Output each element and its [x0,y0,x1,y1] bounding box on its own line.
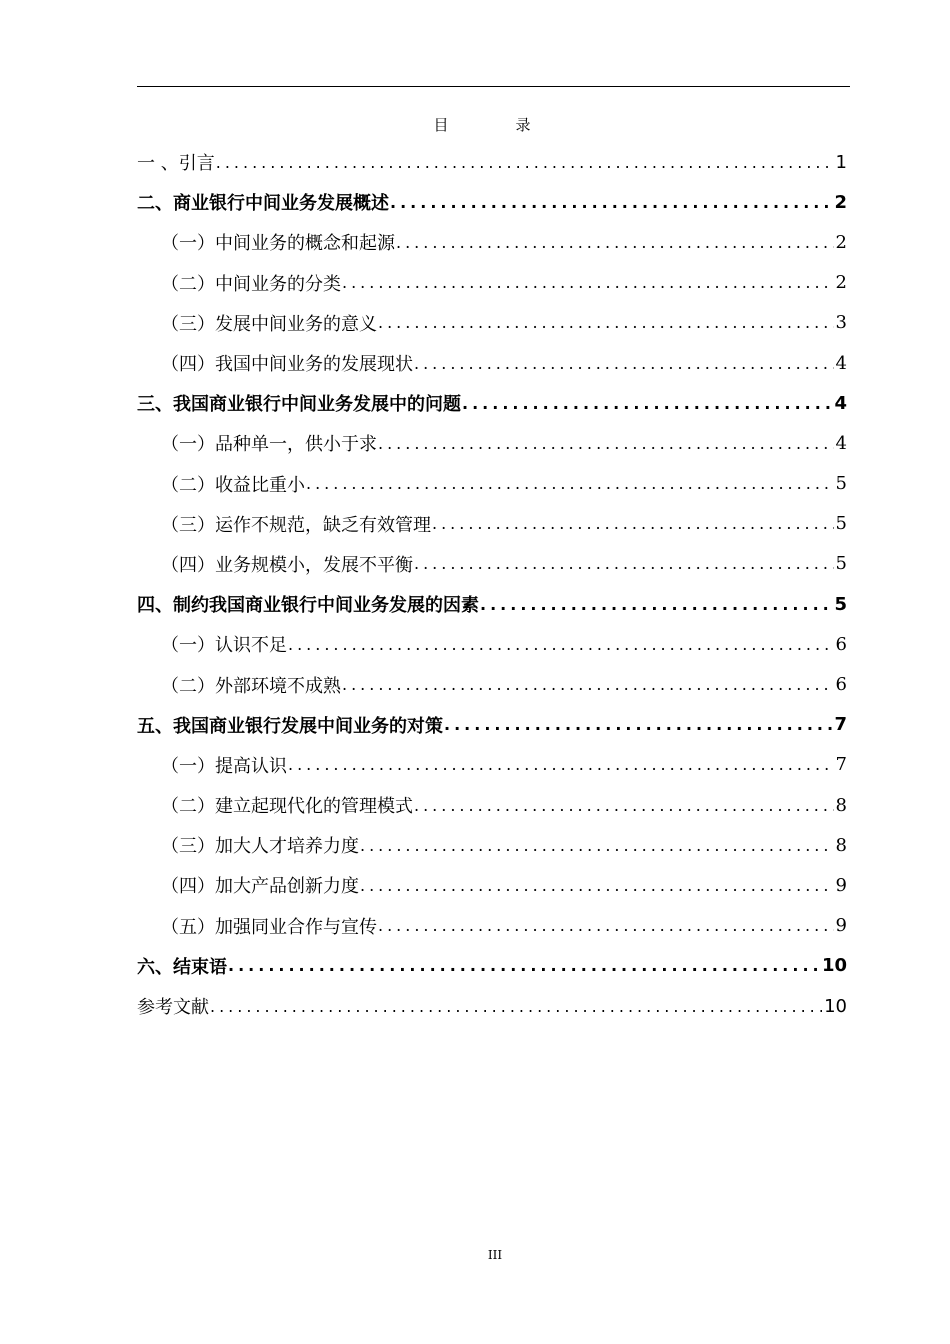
toc-entry-label: 一 、引言 [137,153,215,175]
toc-entry-label: （四）加大产品创新力度 [161,876,359,898]
toc-entry-page: 8 [835,794,847,816]
toc-dot-leader [443,715,832,734]
header-rule [137,86,850,87]
toc-entry-page: 2 [835,231,847,253]
toc-entry[interactable] [137,504,847,544]
toc-entry-label: （三）加大人才培养力度 [161,836,359,858]
toc-entry-label: （三）发展中间业务的意义 [161,313,377,335]
toc-entry-label: （二）建立起现代化的管理模式 [161,796,413,818]
toc-entry[interactable] [137,182,847,222]
toc-entry[interactable] [137,624,847,664]
toc-entry-label: （二）中间业务的分类 [161,273,341,295]
toc-dot-leader [377,434,834,453]
toc-entry-page: 4 [835,352,847,374]
toc-title: 目 录 [433,116,557,134]
toc-entry-label: （一）中间业务的概念和起源 [161,233,395,255]
toc-dot-leader [287,635,834,654]
toc-entry-page: 8 [835,834,847,856]
toc-entry[interactable] [137,222,847,262]
toc-entry-page: 4 [835,432,847,454]
toc-entry-page: 5 [835,473,847,495]
toc-entry[interactable] [137,303,847,343]
toc-entry-label: （二）收益比重小 [161,474,305,496]
toc-entry-page: 6 [835,674,847,696]
toc-entry-page: 5 [835,513,847,535]
toc-entry-label: （一）提高认识 [161,755,287,777]
toc-entry-label: 三、我国商业银行中间业务发展中的问题 [137,394,461,416]
toc-dot-leader [227,956,820,975]
toc-dot-leader [341,675,834,694]
toc-dot-leader [413,554,834,573]
toc-entry-label: 六、结束语 [137,956,227,978]
toc-entry[interactable] [137,705,847,745]
toc-entry[interactable] [137,584,847,624]
toc-dot-leader [413,796,834,815]
toc-dot-leader [395,233,834,252]
toc-dot-leader [431,514,834,533]
toc-dot-leader [359,876,834,895]
toc-dot-leader [377,313,834,332]
toc-entry-label: 四、制约我国商业银行中间业务发展的因素 [137,595,479,617]
toc-dot-leader [479,595,832,614]
toc-entry[interactable] [137,906,847,946]
toc-entry[interactable] [137,343,847,383]
toc-entry[interactable] [137,664,847,704]
toc-entry[interactable] [137,423,847,463]
toc-dot-leader [389,193,832,212]
toc-dot-leader [341,273,834,292]
toc-entry-label: 二、商业银行中间业务发展概述 [137,193,389,215]
toc-entry-page: 4 [834,392,847,414]
toc-entry[interactable] [137,383,847,423]
toc-entry-page: 9 [835,874,847,896]
toc-dot-leader [377,916,834,935]
toc-entry-page: 2 [834,191,847,213]
toc-entry[interactable] [137,263,847,303]
toc-entry-label: 五、我国商业银行发展中间业务的对策 [137,715,443,737]
toc-entry-page: 6 [835,633,847,655]
toc-entry-page: 1 [835,151,847,173]
toc-dot-leader [305,474,834,493]
toc-entry[interactable] [137,785,847,825]
toc-entry-label: （一）品种单一，供小于求 [161,434,377,456]
toc-dot-leader [413,354,834,373]
toc-entry-page: 3 [835,312,847,334]
toc-entry[interactable] [137,946,847,986]
toc-entry-label: （四）我国中间业务的发展现状 [161,354,413,376]
toc-dot-leader [359,836,834,855]
toc-entry[interactable] [137,464,847,504]
toc-entry-page: 10 [824,995,847,1017]
toc-dot-leader [215,153,834,172]
toc-dot-leader [209,997,822,1016]
toc-entry[interactable] [137,745,847,785]
toc-entry[interactable] [137,142,847,182]
toc-entry[interactable] [137,825,847,865]
toc-entry-label: （三）运作不规范，缺乏有效管理 [161,514,431,536]
toc-entry[interactable] [137,986,847,1026]
toc-entry-page: 7 [834,714,847,736]
toc-entry-label: （二）外部环境不成熟 [161,675,341,697]
table-of-contents [137,142,847,1026]
toc-entry[interactable] [137,865,847,905]
toc-entry[interactable] [137,544,847,584]
toc-entry-page: 5 [834,593,847,615]
footer-page-number: III [487,1248,503,1262]
toc-entry-page: 9 [835,915,847,937]
toc-dot-leader [287,755,834,774]
toc-entry-page: 5 [835,553,847,575]
toc-entry-label: （五）加强同业合作与宣传 [161,916,377,938]
toc-entry-label: （四）业务规模小，发展不平衡 [161,554,413,576]
toc-entry-page: 10 [821,955,847,977]
toc-entry-label: （一）认识不足 [161,635,287,657]
toc-entry-label: 参考文献 [137,997,209,1019]
toc-entry-page: 7 [835,754,847,776]
toc-dot-leader [461,394,832,413]
toc-entry-page: 2 [835,272,847,294]
